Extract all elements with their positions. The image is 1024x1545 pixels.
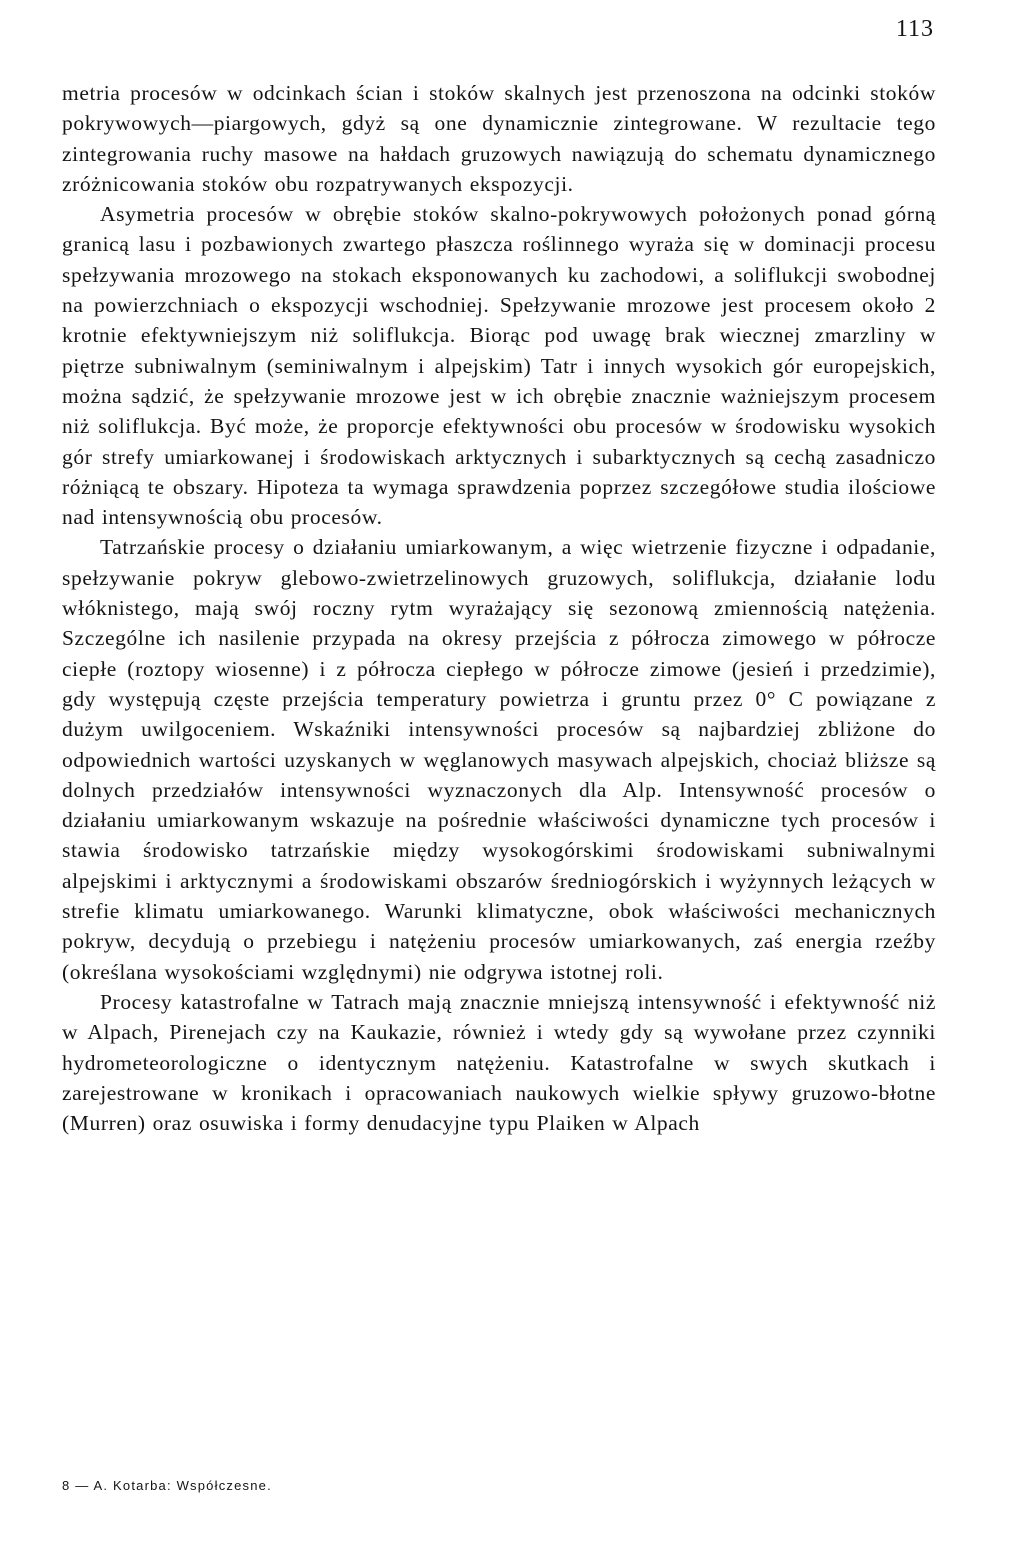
body-text xyxy=(62,78,936,1138)
paragraph-3: Tatrzańskie procesy o działaniu umiarkowanym, a więc wietrzenie fizyczne i odpadanie, spełzywanie pokryw glebowo-zwietrzelinowych gruzowych, soliflukcja, działanie lodu włóknistego, mają swój roczny rytm wyrażający się sezonową zmiennością natężenia. Szczególne ich nasilenie przypada na okresy przejścia z półrocza zimowego w półrocze ciepłe (roztopy wiosenne) i z półrocza ciepłego w półrocze zimowe (jesień i przedzimie), gdy występują częste przejścia temperatury powietrza i gruntu przez 0° C powiązane z dużym uwilgoceniem. Wskaźniki intensywności procesów są najbardziej zbliżone do odpowiednich wartości uzyskanych w węglanowych masywach alpejskich, chociaż bliższe są dolnych przedziałów intensywności wyznaczonych dla Alp. Intensywność procesów o działaniu umiarkowanym wskazuje na pośrednie właściwości dynamiczne tych procesów i stawia środowisko tatrzańskie między wysokogórskimi środowiskami subniwalnymi alpejskimi i arktycznymi a środowiskami obszarów średniogórskich i wyżynnych leżących w strefie klimatu umiarkowanego. Warunki klimatyczne, obok właściwości mechanicznych pokryw, decydują o przebiegu i natężeniu procesów umiarkowanych, zaś energia rzeźby (określana wysokościami względnymi) nie odgrywa istotnej roli. xyxy=(62,535,936,984)
paragraph-2: Asymetria procesów w obrębie stoków skalno-pokrywowych położonych ponad górną granicą lasu i pozbawionych zwartego płaszcza roślinnego wyraża się w dominacji procesu spełzywania mrozowego na stokach eksponowanych ku zachodowi, a soliflukcji swobodnej na powierzchniach o ekspozycji wschodniej. Spełzywanie mrozowe jest procesem około 2 krotnie efektywniejszym niż soliflukcja. Biorąc pod uwagę brak wiecznej zmarzliny w piętrze subniwalnym (seminiwalnym i alpejskim) Tatr i innych wysokich gór europejskich, można sądzić, że spełzywanie mrozowe jest w ich obrębie znacznie ważniejszym procesem niż soliflukcja. Być może, że proporcje efektywności obu procesów w środowisku wysokich gór strefy umiarkowanej i środowiskach arktycznych i subarktycznych są cechą zasadniczo różniącą te obszary. Hipoteza ta wymaga sprawdzenia poprzez szczegółowe studia ilościowe nad intensywnością obu procesów. xyxy=(62,202,936,530)
paragraph-1: metria procesów w odcinkach ścian i stoków skalnych jest przenoszona na odcinki stoków pokrywowych—piargowych, gdyż są one dynamicznie zintegrowane. W rezultacie tego zintegrowania ruchy masowe na hałdach gruzowych nawiązują do schematu dynamicznego zróżnicowania stoków obu rozpatrywanych ekspozycji. xyxy=(62,81,936,196)
footer-signature: 8 — A. Kotarba: Współczesne. xyxy=(62,1478,272,1493)
paragraph-4: Procesy katastrofalne w Tatrach mają znacznie mniejszą intensywność i efektywność niż w Alpach, Pirenejach czy na Kaukazie, również i wtedy gdy są wywołane przez czynniki hydrometeorologiczne o identycznym natężeniu. Katastrofalne w swych skutkach i zarejestrowane w kronikach i opracowaniach naukowych wielkie spływy gruzowo-błotne (Murren) oraz osuwiska i formy denudacyjne typu Plaiken w Alpach xyxy=(62,989,936,1136)
page-number: 113 xyxy=(895,16,934,42)
